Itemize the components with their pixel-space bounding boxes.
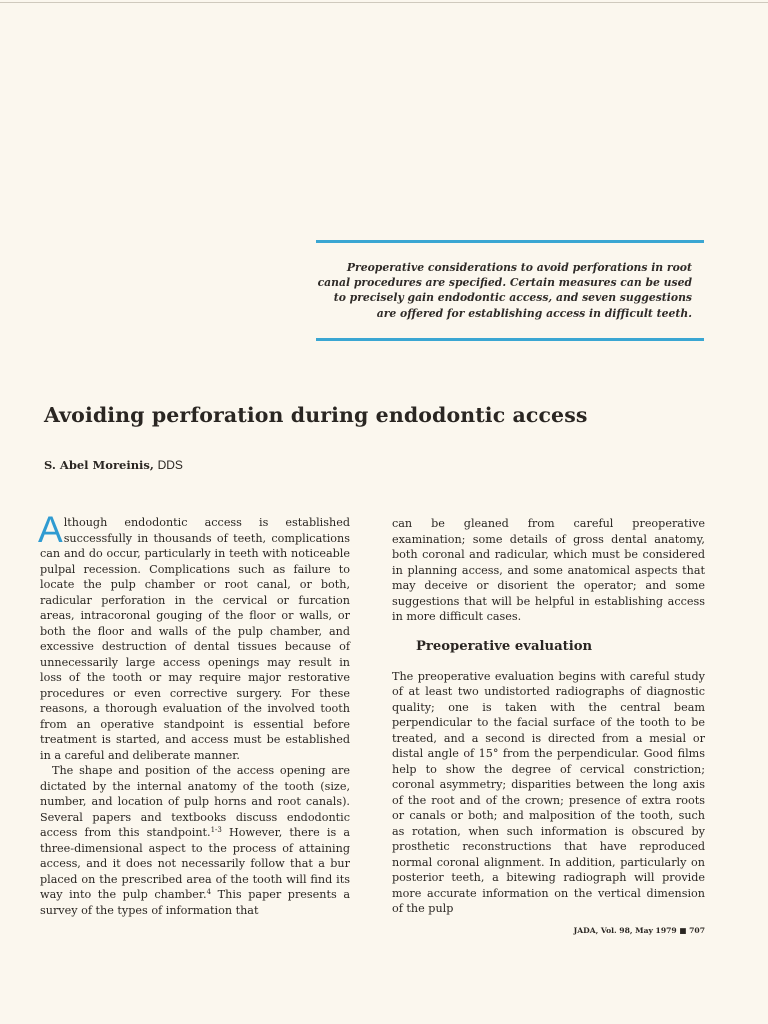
access-shape-paragraph xyxy=(40,763,350,918)
left-column xyxy=(38,509,350,918)
author-degree: DDS xyxy=(157,458,183,472)
drop-cap: A xyxy=(38,509,63,550)
intro-paragraph-text: lthough endodontic access is established successfully in thousands of teeth, complications can and do occur, particularly in teeth with noticeable pulpal recession. Complications such as failure to locate the pulp chamber or root canal, or both, radicular perforation in the cervical or furcation areas, intracoronal gouging of the floor or walls, or both the floor and walls of the pulp chamber, and excessive destruction of dental tissues because of unnecessarily large access openings may result in loss of the tooth or may require major restorative procedures or even corrective surgery. For these reasons, a thorough evaluation of the involved tooth from an operative standpoint is essential before treatment is started, and access must be established in a careful and deliberate manner. xyxy=(40,516,350,762)
abstract-top-rule xyxy=(316,240,704,243)
reference-superscript: 4 xyxy=(206,888,212,896)
abstract-bottom-rule xyxy=(316,338,704,341)
abstract-text xyxy=(316,260,692,321)
right-column xyxy=(392,516,705,917)
paragraph-text: The shape and position of the access opening are dictated by the internal anatomy of the tooth (size, number, and location of pulp horns and root canals). Several papers and textbooks discuss endodontic access from this standpoint. xyxy=(40,764,350,839)
continued-paragraph: can be gleaned from careful preoperative examination; some details of gross dental anatomy, both coronal and radicular, which must be considered in planning access, and some anatomical aspects that may deceive or disorient the operator; and some suggestions that will be helpful in establishing access in more difficult cases. xyxy=(392,517,705,623)
reference-superscript: 1-3 xyxy=(210,826,222,834)
page-footer: JADA, Vol. 98, May 1979 ■ 707 xyxy=(573,926,705,935)
intro-paragraph xyxy=(38,509,350,763)
article-title: Avoiding perforation during endodontic access xyxy=(44,403,588,427)
paragraph-text: This paper presents a survey of the types of information that xyxy=(40,888,350,917)
top-border-line xyxy=(0,2,768,3)
section-heading: Preoperative evaluation xyxy=(416,638,593,654)
paragraph-text: However, there is a three-dimensional aspect to the process of attaining access, and it does not necessarily follow that a bur placed on the prescribed area of the tooth will find its way into the pulp chamber. xyxy=(40,826,350,901)
abstract-line: canal procedures are specified. Certain measures can be used xyxy=(317,276,692,290)
evaluation-paragraph: The preoperative evaluation begins with careful study of at least two undistorted radiographs of diagnostic quality; one is taken with the central beam perpendicular to the facial surface of the tooth to be treated, and a second is directed from a mesial or distal angle of 15° from the perpendicular. Good films help to show the degree of cervical constriction; coronal asymmetry; disparities between the long axis of the root and of the crown; presence of extra roots or canals or both; and malposition of the tooth, such as rotation, when such information is obscured by prosthetic reconstructions that have reproduced normal coronal alignment. In addition, particularly on posterior teeth, a bitewing radiograph will provide more accurate information on the vertical dimension of the pulp xyxy=(392,669,705,915)
abstract-line: Preoperative considerations to avoid perforations in root xyxy=(346,261,692,274)
author-name: S. Abel Moreinis, xyxy=(44,458,154,472)
abstract-block xyxy=(316,240,704,341)
abstract-line: to precisely gain endodontic access, and seven suggestions xyxy=(333,291,692,305)
abstract-line: are offered for establishing access in difficult teeth. xyxy=(376,306,692,320)
author-line xyxy=(44,458,183,472)
